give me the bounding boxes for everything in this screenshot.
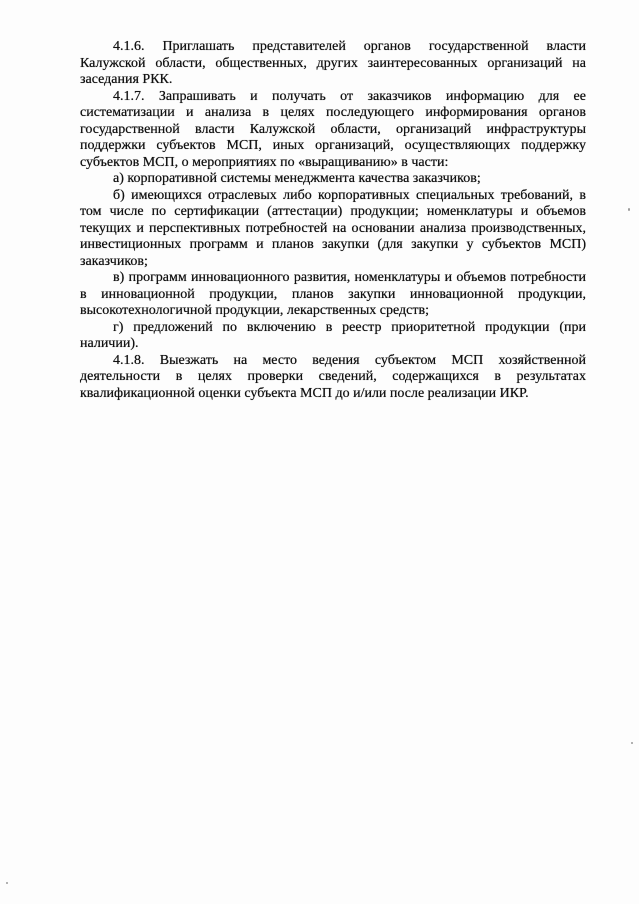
text-line: том числе по сертификации (аттестации) продукции; номенклатуры и объемов	[80, 204, 586, 219]
text-line: Калужской области, общественных, других заинтересованных организаций на	[80, 55, 586, 71]
sub-item-b	[80, 188, 586, 271]
text-line: б) имеющихся отраслевых либо корпоративных специальных требований, в	[113, 187, 586, 203]
scan-speck	[6, 882, 8, 884]
text-line: в) программ инновационного развития, номенклатуры и объемов потребности	[113, 270, 586, 285]
text-line: в инновационной продукции, планов закупки инновационной продукции,	[80, 286, 586, 302]
text-line: заседания РКК.	[80, 72, 173, 87]
text-line: 4.1.6. Приглашать представителей органов государственной власти	[113, 39, 586, 54]
text-line: инвестиционных программ и планов закупки (для закупки у субъектов МСП)	[80, 237, 586, 252]
text-line: наличии).	[80, 336, 139, 351]
text-line: а) корпоративной системы менеджмента качества заказчиков;	[113, 171, 481, 186]
text-line: 4.1.7. Запрашивать и получать от заказчиков информацию для ее	[113, 88, 586, 104]
sub-item-v	[80, 270, 586, 320]
text-line: поддержки субъектов МСП, иных организаций, осуществляющих поддержку	[80, 138, 586, 153]
sub-item-a	[80, 171, 586, 188]
clause-4-1-7	[80, 89, 586, 172]
text-line: государственной власти Калужской области, организаций инфраструктуры	[80, 121, 586, 137]
text-line: систематизации и анализа в целях последующего информирования органов	[80, 105, 586, 120]
clause-4-1-6	[80, 39, 586, 89]
text-line: 4.1.8. Выезжать на место ведения субъектом МСП хозяйственной	[113, 352, 586, 368]
scan-speck	[628, 208, 630, 211]
sub-item-g	[80, 320, 586, 353]
text-line: квалификационной оценки субъекта МСП до и/или после реализации ИКР.	[80, 385, 529, 401]
text-line: заказчиков;	[80, 253, 148, 269]
text-line: деятельности в целях проверки сведений, содержащихся в результатах	[80, 369, 586, 384]
clause-4-1-8	[80, 353, 586, 403]
text-line: г) предложений по включению в реестр приоритетной продукции (при	[113, 319, 586, 335]
text-line: субъектов МСП, о мероприятиях по «выращиванию» в части:	[80, 154, 449, 170]
text-line: текущих и перспективных потребностей на основании анализа производственных,	[80, 220, 586, 236]
scan-speck	[631, 742, 633, 744]
text-line: высокотехнологичной продукции, лекарственных средств;	[80, 303, 429, 318]
document-body	[80, 39, 586, 402]
